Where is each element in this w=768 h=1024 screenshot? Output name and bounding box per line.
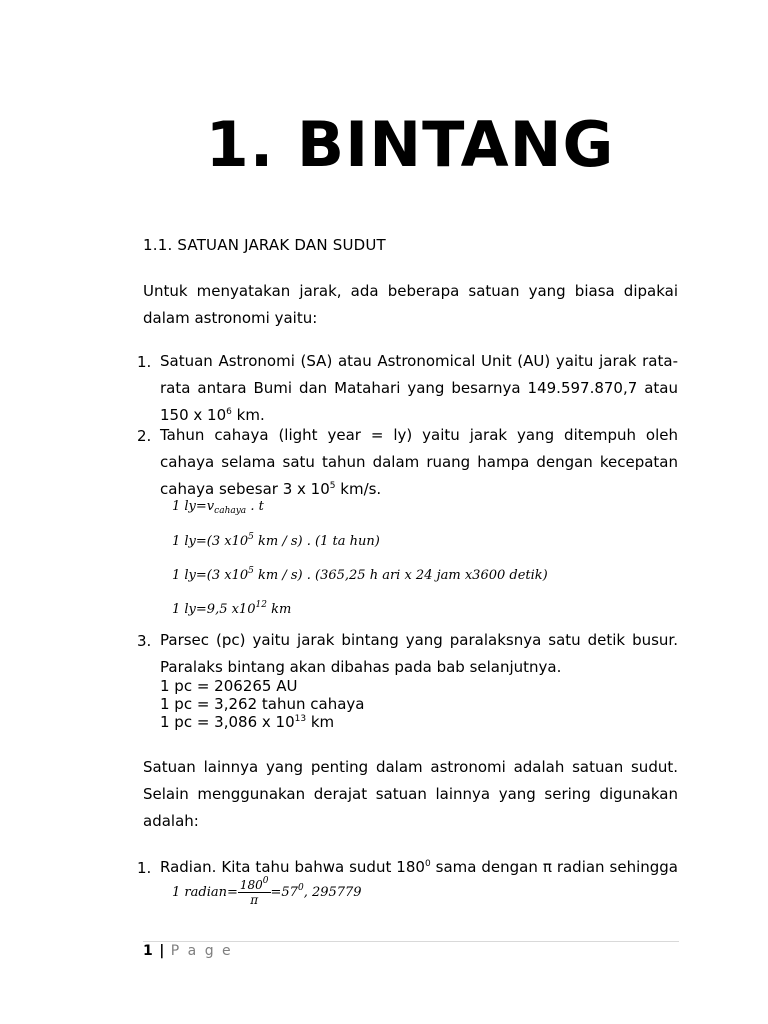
paragraph-line: Satuan lainnya yang penting dalam astronomi adalah satuan sudut. <box>143 758 678 776</box>
list-number: 1. <box>137 353 152 371</box>
conversion-line: 1 pc = 3,262 tahun cahaya <box>160 695 365 713</box>
page-footer <box>143 943 233 959</box>
item-line: cahaya selama satu tahun dalam ruang hampa dengan kecepatan <box>160 453 678 471</box>
item-line: rata antara Bumi dan Matahari yang besarnya 149.597.870,7 atau <box>160 379 678 397</box>
section-heading: 1.1. SATUAN JARAK DAN SUDUT <box>143 236 386 254</box>
conversion-line: 1 pc = 3,086 x $10^{13}$ km <box>160 713 335 731</box>
conversion-line: 1 pc = 206265 AU <box>160 677 298 695</box>
list-item-parsec <box>160 627 678 681</box>
paragraph-line: adalah: <box>143 812 199 830</box>
intro-line-2: dalam astronomi yaitu: <box>143 309 318 327</box>
footer-divider <box>143 941 679 942</box>
item-line: Parsec (pc) yaitu jarak bintang yang paralaksnya satu detik busur. <box>160 631 678 649</box>
list-item-tahun-cahaya <box>160 422 678 503</box>
paragraph-line: Selain menggunakan derajat satuan lainnya yang sering digunakan <box>143 785 678 803</box>
page-label: P a g e <box>170 943 233 959</box>
equation-ly-step-2: 1 ly=(3 $x10^5$ km / s) . (365,25 h ari x 24 jam x3600 detik) <box>172 566 548 583</box>
list-number: 3. <box>137 632 152 650</box>
list-item-radian <box>160 854 678 881</box>
chapter-title: 1. BINTANG <box>205 108 615 181</box>
equation-ly-result: 1 ly=9,5 $x10^{12}$ km <box>172 600 292 617</box>
parsec-conversions <box>160 677 678 731</box>
page-number: 1 <box>143 943 153 959</box>
list-item-satuan-astronomi <box>160 348 678 429</box>
angle-units-paragraph <box>143 754 678 835</box>
item-line: Tahun cahaya (light year = ly) yaitu jarak yang ditempuh oleh <box>160 426 678 444</box>
list-number: 2. <box>137 427 152 445</box>
item-line: Radian. Kita tahu bahwa sudut $180^0$ sama dengan π radian sehingga <box>160 858 678 876</box>
item-line: cahaya sebesar 3 x $10^5$ km/s. <box>160 480 382 498</box>
equation-ly-step-1: 1 ly=(3 $x10^5$ km / s) . (1 ta hun) <box>172 532 380 549</box>
item-line: 150 x $10^6$ km. <box>160 406 265 424</box>
equation-ly-definition: 1 $ly=v_{cahaya}$ . t <box>172 499 264 516</box>
fraction: $\frac{180^0}{\pi}$ <box>239 876 269 907</box>
intro-line-1: Untuk menyatakan jarak, ada beberapa satuan yang biasa dipakai <box>143 282 678 300</box>
footer-separator: | <box>159 943 165 959</box>
item-line: Satuan Astronomi (SA) atau Astronomical Unit (AU) yaitu jarak rata- <box>160 352 678 370</box>
intro-paragraph <box>143 278 678 332</box>
item-line: Paralaks bintang akan dibahas pada bab selanjutnya. <box>160 658 562 676</box>
list-number: 1. <box>137 859 152 877</box>
equation-radian: 1 radian= $\frac{180^0}{\pi}$ $=57^0$, 295779 <box>172 876 362 907</box>
